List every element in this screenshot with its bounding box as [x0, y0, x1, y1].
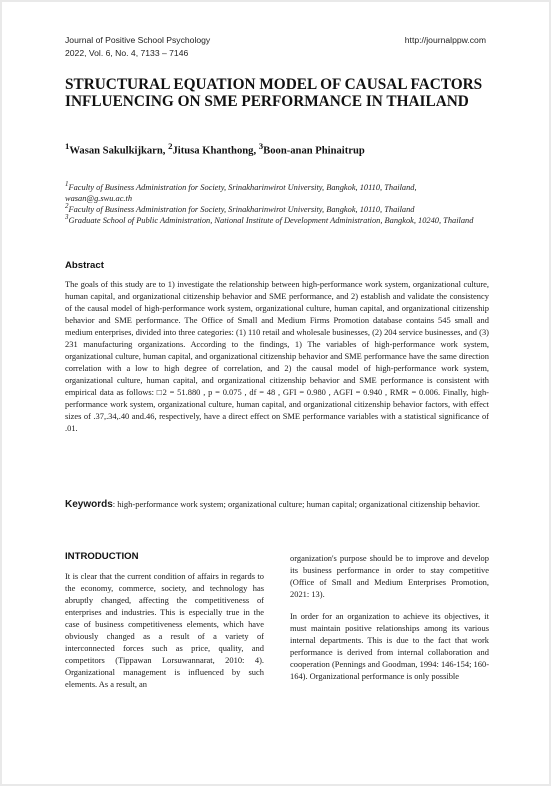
- affiliation-1-sup: 1: [65, 180, 69, 188]
- title-line-1: STRUCTURAL EQUATION MODEL OF CAUSAL FACTORS: [65, 76, 483, 93]
- author-list: [65, 140, 495, 158]
- author-1-sup: 1: [65, 141, 70, 151]
- author-2-name: Jitusa Khanthong,: [172, 145, 257, 157]
- affiliation-2-sup: 2: [65, 202, 69, 210]
- keywords-label: Keywords: [65, 499, 113, 510]
- affiliation-3-sup: 3: [65, 213, 69, 221]
- journal-name: Journal of Positive School Psychology: [65, 35, 211, 45]
- journal-url[interactable]: http://journalppw.com: [404, 35, 486, 45]
- paper-page: [2, 2, 549, 784]
- keywords: [65, 498, 489, 511]
- title-line-2: INFLUENCING ON SME PERFORMANCE IN THAILAND: [65, 93, 469, 110]
- introduction-right-paragraph-2: In order for an organization to achieve its objectives, it must maintain positive relationships among its various internal departments. This is due to the fact that work performance is derived from internal collaboration and cooperation (Pennings and Goodman, 1994: 146-154; 160-164). Organizational performance is only possible: [290, 611, 489, 681]
- affiliation-1-email[interactable]: wasan@g.swu.ac.th: [65, 193, 133, 203]
- introduction-heading: INTRODUCTION: [65, 551, 139, 562]
- introduction-left-column: It is clear that the current condition of affairs in regards to the economy, commerce, society, and technology has abruptly changed, affecting the competitiveness of enterprises and industries. This is especially true in the case of business competitiveness elements, which have obviously changed as a result of a variety of interconnected forces such as price, quality, and competitors (Tippawan Lorsuwannarat, 2010: 4). Organizational management is influenced by such elements. As a result, an: [65, 571, 264, 689]
- affiliation-3: [65, 212, 475, 227]
- abstract-heading: Abstract: [65, 260, 104, 271]
- author-3-sup: 3: [258, 141, 264, 151]
- author-1-name: Wasan Sakulkijkarn,: [69, 145, 166, 157]
- journal-volume: 2022, Vol. 6, No. 4, 7133 – 7146: [65, 48, 189, 58]
- affiliation-3-text: Graduate School of Public Administration, National Institute of Development Administration, Bangkok, 10240, Thailand: [68, 215, 474, 225]
- affiliation-2-text: Faculty of Business Administration for Society, Srinakharinwirot University, Bangkok, 10110, Thailand: [68, 204, 415, 214]
- introduction-right-paragraph-1: organization's purpose should be to improve and develop its business performance in order to stay competitive (Office of Small and Medium Enterprises Promotion, 2021: 13).: [290, 553, 489, 599]
- paper-title: [65, 76, 495, 110]
- abstract-body: The goals of this study are to 1) investigate the relationship between high-performance work system, organizational culture, human capital, and organizational citizenship behavior and SME performance, and 2) establish and validate the consistency of the causal model of high-performance work system, organizational culture, human capital, and organizational citizenship behavior and SME performance. The Office of Small and Medium Firms Promotion database contains 545 small and medium enterprises, divided into three categories: (1) 110 retail and wholesale businesses, (2) 204 service businesses, and (3) 231 manufacturing organizations. According to the findings, 1) The variables of high-performance work system, organizational culture, human capital, and organizational citizenship behavior and SME performance have the same direction correlation with a low to high degree of correlation, and 2) the causal model of high-performance work system, organizational culture, human capital, and organizational citizenship behavior and SME performance is consistent with empirical data as follows: □2 = 51.880 , p = 0.075 , df = 48 , GFI = 0.980 , AGFI = 0.940 , RMR = 0.006. Finally, high-performance work system, organizational culture, human capital, and organizational citizenship behavior factors, with effect sizes of .37,.34,.40 and.46, respectively, have a direct effect on SME performance variables with a statistical significance of .01.: [65, 279, 489, 433]
- journal-header: [65, 34, 210, 60]
- affiliation-1-text: Faculty of Business Administration for Society, Srinakharinwirot University, Bangkok, 10110, Thailand,: [68, 182, 417, 192]
- author-3-name: Boon-anan Phinaitrup: [263, 145, 365, 157]
- keywords-text: : high-performance work system; organizational culture; human capital; organizational citizenship behavior.: [112, 499, 480, 509]
- author-2-sup: 2: [168, 141, 173, 151]
